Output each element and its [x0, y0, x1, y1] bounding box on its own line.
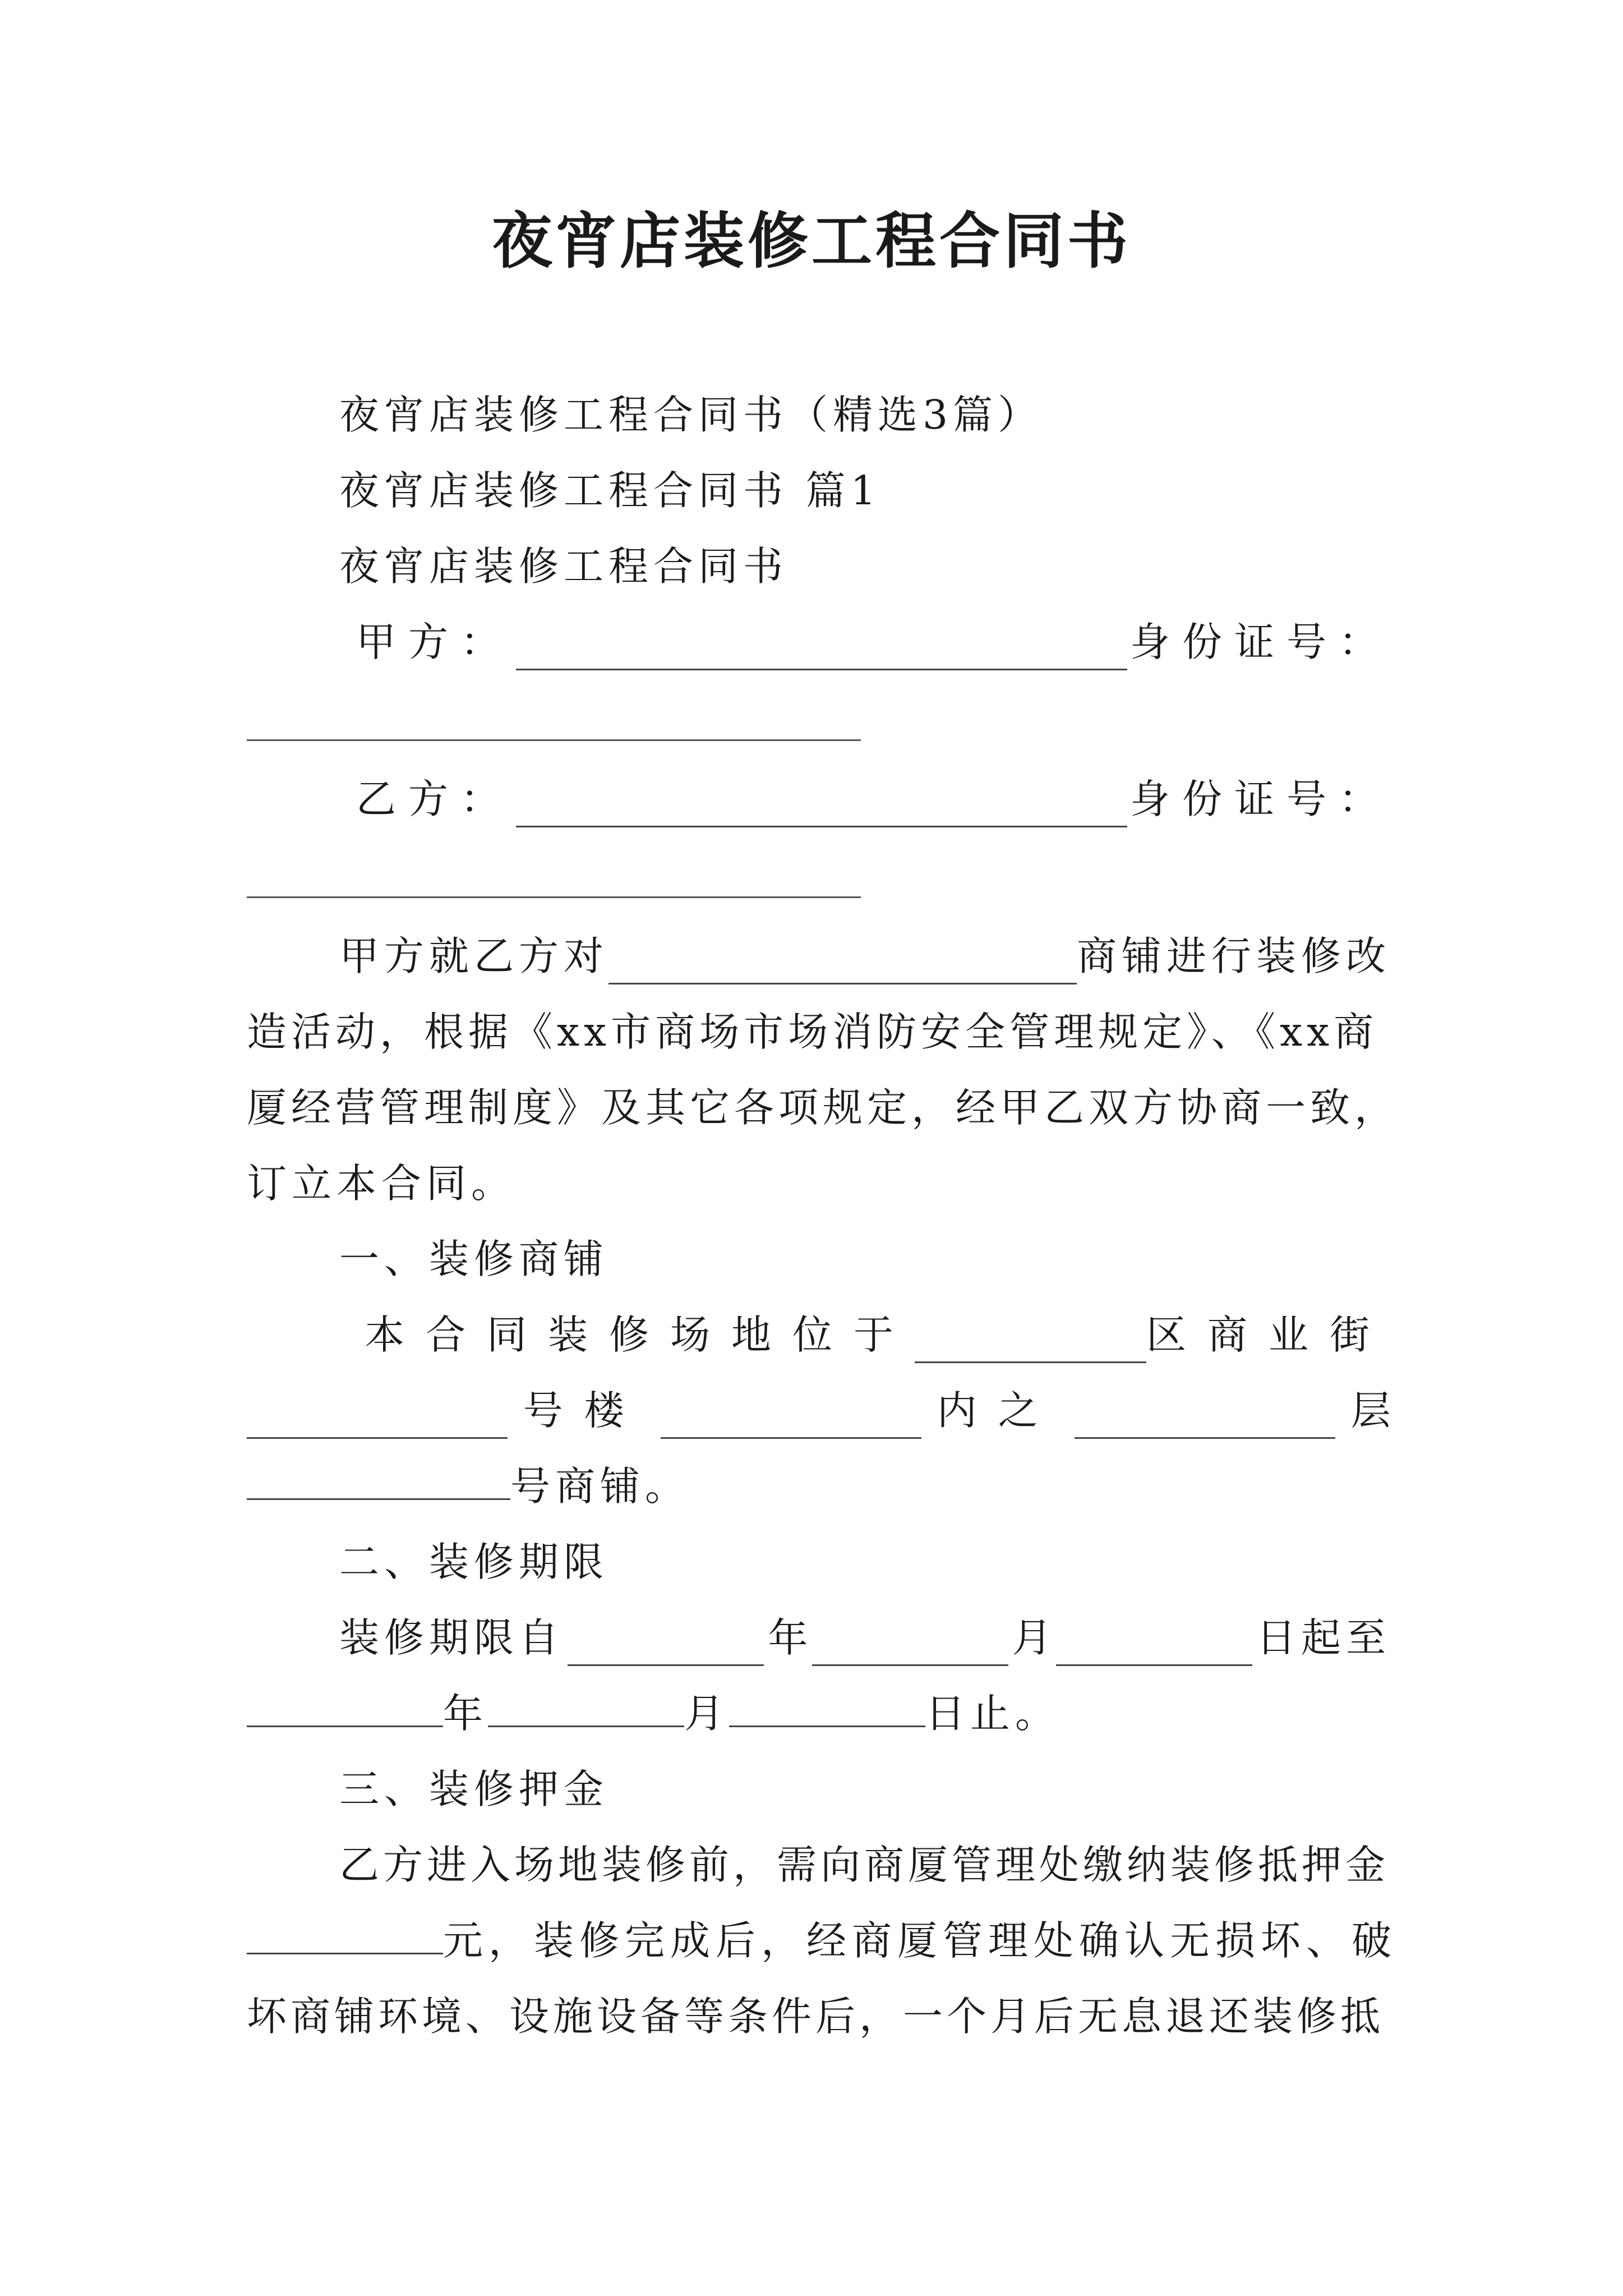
- end-year-label: 年: [443, 1690, 488, 1737]
- section-3-line-2: [247, 1913, 1398, 1969]
- section-3-heading: 三、装修押金: [339, 1766, 609, 1812]
- start-day-label: 日起至: [1256, 1614, 1391, 1661]
- floor-label: 层: [1350, 1387, 1391, 1434]
- start-year-label: 年: [768, 1614, 808, 1661]
- location-label: 本合同装修场地位于: [365, 1312, 915, 1358]
- section-1-line-3: [247, 1458, 1391, 1515]
- preamble-line-1: [247, 928, 1391, 984]
- end-month-field[interactable]: [488, 1686, 684, 1727]
- shop-number-label: 号商铺。: [510, 1463, 690, 1510]
- party-b-label: 乙方：: [356, 776, 513, 822]
- section-1-heading: 一、装修商铺: [339, 1236, 609, 1282]
- start-day-field[interactable]: [1056, 1625, 1252, 1666]
- street-number-field[interactable]: [247, 1398, 508, 1439]
- preamble-line-2: 造活动，根据《xx市商场市场消防安全管理规定》、《xx商: [247, 1009, 1378, 1055]
- part-heading: 夜宵店装修工程合同书 篇1: [339, 467, 881, 514]
- end-day-label: 日止。: [925, 1690, 1061, 1737]
- section-2-line-1: [247, 1610, 1391, 1666]
- party-a-id-field[interactable]: [247, 739, 861, 741]
- shop-name-field[interactable]: [608, 944, 1077, 984]
- section-1-line-1: [247, 1307, 1391, 1363]
- period-start-label: 装修期限自: [339, 1614, 564, 1661]
- inside-label: 内之: [937, 1387, 1059, 1434]
- section-3-line-1: 乙方进入场地装修前，需向商厦管理处缴纳装修抵押金: [339, 1842, 1390, 1888]
- preamble-line-4: 订立本合同。: [247, 1160, 517, 1207]
- start-month-label: 月: [1012, 1614, 1052, 1661]
- party-b-row: [247, 771, 1391, 827]
- party-a-id-label: 身份证号：: [1129, 619, 1391, 665]
- party-b-id-label: 身份证号：: [1129, 776, 1391, 822]
- building-label: 号楼: [523, 1387, 645, 1434]
- start-year-field[interactable]: [568, 1625, 764, 1666]
- building-field[interactable]: [661, 1398, 921, 1439]
- preamble-end: 商铺进行装修改: [1076, 933, 1391, 979]
- section-1-line-2: [247, 1383, 1391, 1439]
- collection-line: 夜宵店装修工程合同书（精选3篇）: [339, 392, 1043, 438]
- section-2-heading: 二、装修期限: [339, 1539, 609, 1585]
- end-day-field[interactable]: [729, 1686, 925, 1727]
- shop-number-field[interactable]: [247, 1459, 510, 1500]
- document-title: 夜宵店装修工程合同书: [491, 206, 1131, 277]
- floor-field[interactable]: [1075, 1398, 1335, 1439]
- deposit-line-end: 元，装修完成后，经商厦管理处确认无损坏、破: [443, 1917, 1398, 1964]
- preamble-start: 甲方就乙方对: [339, 933, 609, 979]
- end-year-field[interactable]: [247, 1686, 443, 1727]
- section-3-line-3: 坏商铺环境、设施设备等条件后，一个月后无息退还装修抵: [247, 1993, 1385, 2040]
- end-month-label: 月: [684, 1690, 730, 1737]
- party-b-name-field[interactable]: [516, 786, 1127, 827]
- contract-subtitle: 夜宵店装修工程合同书: [339, 543, 789, 590]
- party-a-label: 甲方：: [356, 619, 513, 665]
- deposit-amount-field[interactable]: [247, 1913, 443, 1954]
- preamble-line-3: 厦经营管理制度》及其它各项规定，经甲乙双方协商一致，: [247, 1084, 1399, 1131]
- start-month-field[interactable]: [812, 1625, 1008, 1666]
- district-field[interactable]: [915, 1322, 1146, 1363]
- party-b-id-field[interactable]: [247, 896, 861, 898]
- section-2-line-2: [247, 1686, 1391, 1742]
- party-a-row: [247, 614, 1391, 670]
- district-street-label: 区商业街: [1146, 1312, 1391, 1358]
- party-a-name-field[interactable]: [516, 629, 1127, 670]
